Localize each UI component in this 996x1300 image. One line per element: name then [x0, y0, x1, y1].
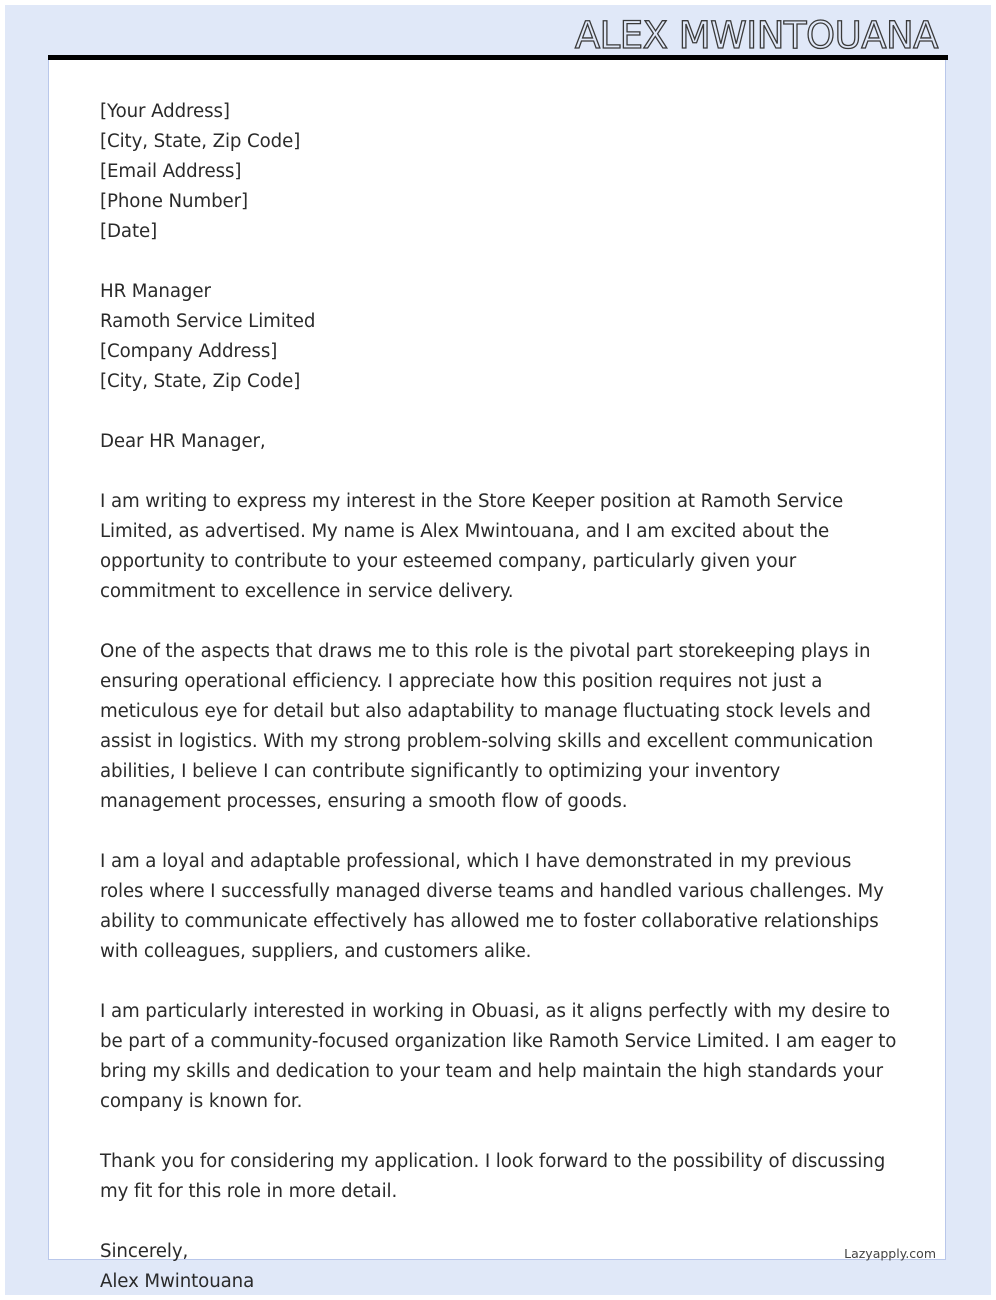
watermark-link[interactable]: Lazyapply.com	[844, 1246, 936, 1261]
recipient-block	[100, 277, 900, 397]
body-paragraph-2: One of the aspects that draws me to this role is the pivotal part storekeeping plays in ensuring operational efficiency. I appreciate how this position requires not just a meticulous eye for detail but also adaptability to manage fluctuating stock levels and assist in logistics. With my strong problem-solving skills and excellent communication abilities, I believe I can contribute significantly to optimizing your inventory management processes, ensuring a smooth flow of goods.	[100, 641, 874, 812]
sender-phone: [Phone Number]	[100, 191, 248, 212]
sender-email: [Email Address]	[100, 161, 242, 182]
recipient-city-state-zip: [City, State, Zip Code]	[100, 371, 301, 392]
cover-letter-body	[100, 97, 900, 1297]
recipient-title: HR Manager	[100, 281, 211, 302]
signature-name: Alex Mwintouana	[100, 1271, 255, 1292]
sender-city-state-zip: [City, State, Zip Code]	[100, 131, 301, 152]
recipient-company: Ramoth Service Limited	[100, 311, 316, 332]
recipient-address: [Company Address]	[100, 341, 278, 362]
closing-block	[100, 1237, 900, 1297]
body-paragraph-4: I am particularly interested in working in Obuasi, as it aligns perfectly with my desire to be part of a community-focused organization like Ramoth Service Limited. I am eager to bring my skills and dedication to your team and help maintain the high standards your company is known for.	[100, 1001, 897, 1112]
salutation: Dear HR Manager,	[100, 431, 266, 452]
body-paragraph-1: I am writing to express my interest in the Store Keeper position at Ramoth Service Limited, as advertised. My name is Alex Mwintouana, and I am excited about the opportunity to contribute to your esteemed company, particularly given your commitment to excellence in service delivery.	[100, 491, 844, 602]
body-paragraph-3: I am a loyal and adaptable professional, which I have demonstrated in my previous roles where I successfully managed diverse teams and handled various challenges. My ability to communicate effectively has allowed me to foster collaborative relationships with colleagues, suppliers, and customers alike.	[100, 851, 884, 962]
applicant-name-heading: ALEX MWINTOUANA	[574, 14, 938, 57]
letter-date: [Date]	[100, 221, 158, 242]
sender-block	[100, 97, 900, 247]
sender-address: [Your Address]	[100, 101, 230, 122]
body-paragraph-5: Thank you for considering my application. I look forward to the possibility of discussing my fit for this role in more detail.	[100, 1151, 886, 1202]
valediction: Sincerely,	[100, 1241, 189, 1262]
